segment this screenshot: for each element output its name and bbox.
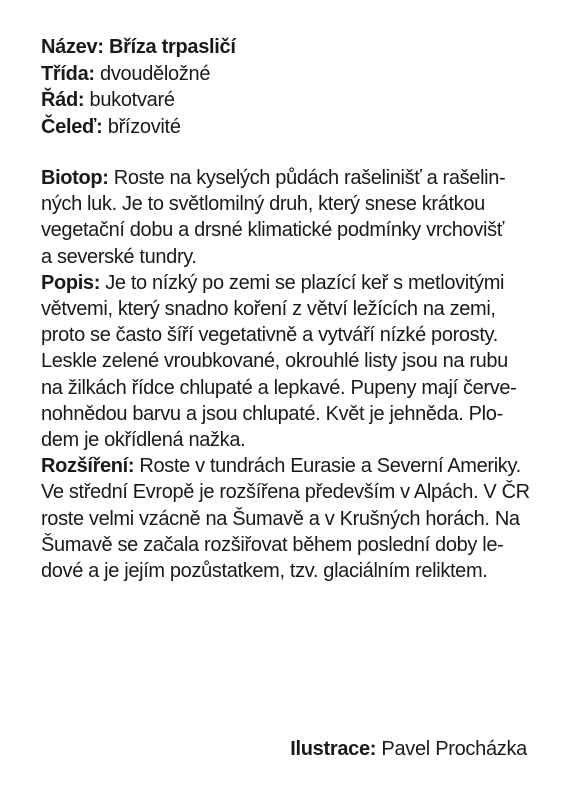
- rozsireni-text: Roste v tundrách Eurasie a Severní Ameriky.: [134, 455, 521, 478]
- popis-text: Je to nízký po zemi se plazící keř s metlovitými: [100, 271, 505, 294]
- popis-label: Popis:: [41, 271, 101, 294]
- biotop-section: [41, 165, 541, 270]
- biotop-line-4: a severské tundry.: [41, 245, 197, 268]
- class-line: [41, 61, 541, 88]
- biotop-line-1: [41, 165, 541, 191]
- popis-line-6: nohnědou barvu a jsou chlupaté. Květ je jehněda. Plo-: [41, 402, 503, 425]
- description-body: [41, 165, 541, 584]
- popis-line-5: na žilkách řídce chlupaté a lepkavé. Pupeny mají červe-: [41, 376, 517, 399]
- popis-line-2: větvemi, který snadno koření z větví ležících na zemi,: [41, 298, 496, 321]
- species-name-line: [41, 34, 541, 61]
- species-name: Bříza trpasličí: [108, 36, 236, 58]
- order-value: bukotvaré: [89, 89, 175, 111]
- popis-line-4: Leskle zelené vroubkované, okrouhlé listy jsou na rubu: [41, 350, 508, 373]
- rozsireni-section: [41, 453, 541, 584]
- rozsireni-line-5: dové a je jejím pozůstatkem, tzv. glaciálním reliktem.: [41, 560, 488, 583]
- rozsireni-line-1: [41, 453, 541, 479]
- popis-line-3: proto se často šíří vegetativně a vytváří nízké porosty.: [41, 324, 498, 347]
- rozsireni-line-3: roste velmi vzácně na Šumavě a v Krušných horách. Na: [41, 507, 520, 530]
- order-line: [41, 87, 541, 114]
- popis-line-7: dem je okřídlená nažka.: [41, 429, 246, 452]
- credit-label: Ilustrace:: [290, 738, 377, 760]
- rozsireni-line-4: Šumavě se začala rozšiřovat během poslední doby le-: [41, 533, 504, 556]
- family-label: Čeleď:: [41, 115, 103, 138]
- rozsireni-line-2: Ve střední Evropě je rozšířena především v Alpách. V ČR: [41, 481, 530, 504]
- class-label: Třída:: [41, 62, 95, 85]
- order-label: Řád:: [41, 89, 85, 111]
- biotop-line-3: vegetační dobu a drsné klimatické podmínky vrchovišť: [41, 219, 504, 242]
- class-value: dvouděložné: [100, 62, 211, 85]
- name-label: Název:: [41, 36, 104, 58]
- credit-author: Pavel Procházka: [376, 738, 527, 760]
- popis-section: [41, 270, 541, 453]
- illustration-credit: [290, 738, 527, 761]
- biotop-text: Roste na kyselých půdách rašelinišť a rašelin-: [108, 167, 506, 189]
- rozsireni-label: Rozšíření:: [41, 455, 135, 478]
- family-line: [41, 114, 541, 141]
- family-value: břízovité: [107, 115, 181, 138]
- biotop-line-2: ných luk. Je to světlomilný druh, který snese krátkou: [41, 193, 485, 216]
- popis-line-1: [41, 270, 541, 296]
- species-card: [41, 34, 541, 584]
- biotop-label: Biotop:: [41, 167, 109, 189]
